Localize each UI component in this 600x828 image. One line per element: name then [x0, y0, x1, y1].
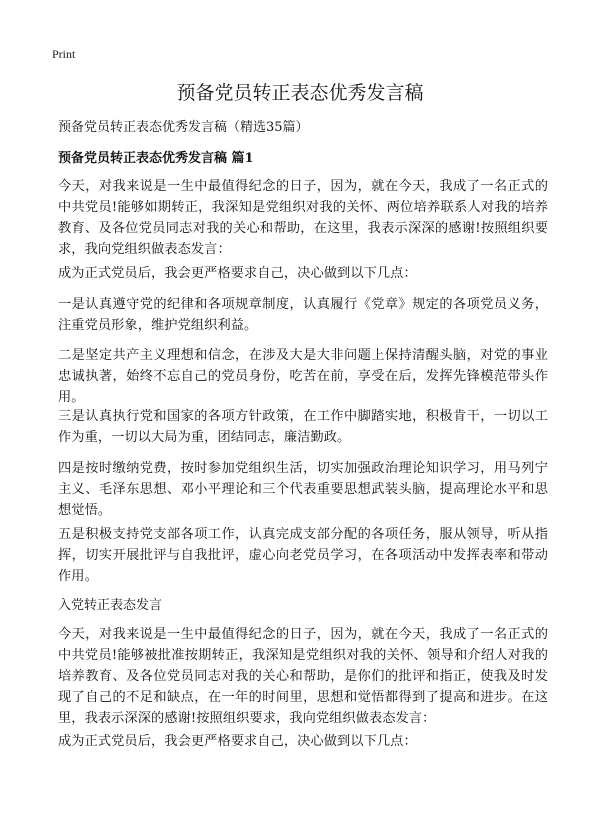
page-title: 预备党员转正表态优秀发言稿 — [176, 82, 424, 104]
paragraph: 四是按时缴纳党费，按时参加党组织生活，切实加强政治理论知识学习，用马列宁主义、毛泽东思想、邓小平理论和三个代表重要思想武装头脑，提高理论水平和思想觉悟。 — [58, 461, 548, 518]
paragraph: 一是认真遵守党的纪律和各项规章制度，认真履行《党章》规定的各项党员义务，注重党员形象，维护党组织利益。 — [58, 297, 548, 333]
paragraph: 成为正式党员后，我会更严格要求自己，决心做到以下几点： — [58, 734, 417, 749]
paragraph: 三是认真执行党和国家的各项方针政策，在工作中脚踏实地，积极肯干，一切以工作为重，一切以大局为重，团结同志，廉洁勤政。 — [58, 409, 548, 445]
paragraph: 二是坚定共产主义理想和信念，在涉及大是大非问题上保持清醒头脑，对党的事业忠诚执著，始终不忘自己的党员身份，吃苦在前，享受在后，发挥先锋模范带头作用。 — [58, 348, 548, 405]
section-subheading: 入党转正表态发言 — [58, 598, 163, 613]
paragraph: 今天，对我来说是一生中最值得纪念的日子，因为，就在今天，我成了一名正式的中共党员!能够被批准按期转正，我深知是党组织对我的关怀、领导和介绍人对我的培养教育、及各位党员同志对我的关心和帮助，是你们的批评和指正，使我及时发现了自己的不足和缺点，在一年的时间里，思想和觉悟都得到了提高和进步。在这里，我表示深深的感谢!按照组织要求，我向党组织做表态发言： — [58, 627, 548, 726]
print-link[interactable]: Print — [52, 47, 76, 61]
section-heading: 预备党员转正表态优秀发言稿 篇1 — [58, 151, 254, 166]
paragraph: 今天，对我来说是一生中最值得纪念的日子，因为，就在今天，我成了一名正式的中共党员!能够如期转正，我深知是党组织对我的关怀、两位培养联系人对我的培养教育、及各位党员同志对我的关心和帮助，在这里，我表示深深的感谢!按照组织要求，我向党组织做表态发言： — [58, 179, 548, 257]
paragraph: 五是积极支持党支部各项工作，认真完成支部分配的各项任务，服从领导，听从指挥，切实开展批评与自我批评，虚心向老党员学习，在各项活动中发挥表率和带动作用。 — [58, 527, 548, 584]
document-subtitle: 预备党员转正表态优秀发言稿（精选35篇） — [58, 120, 309, 135]
paragraph: 成为正式党员后，我会更严格要求自己，决心做到以下几点： — [58, 266, 417, 281]
